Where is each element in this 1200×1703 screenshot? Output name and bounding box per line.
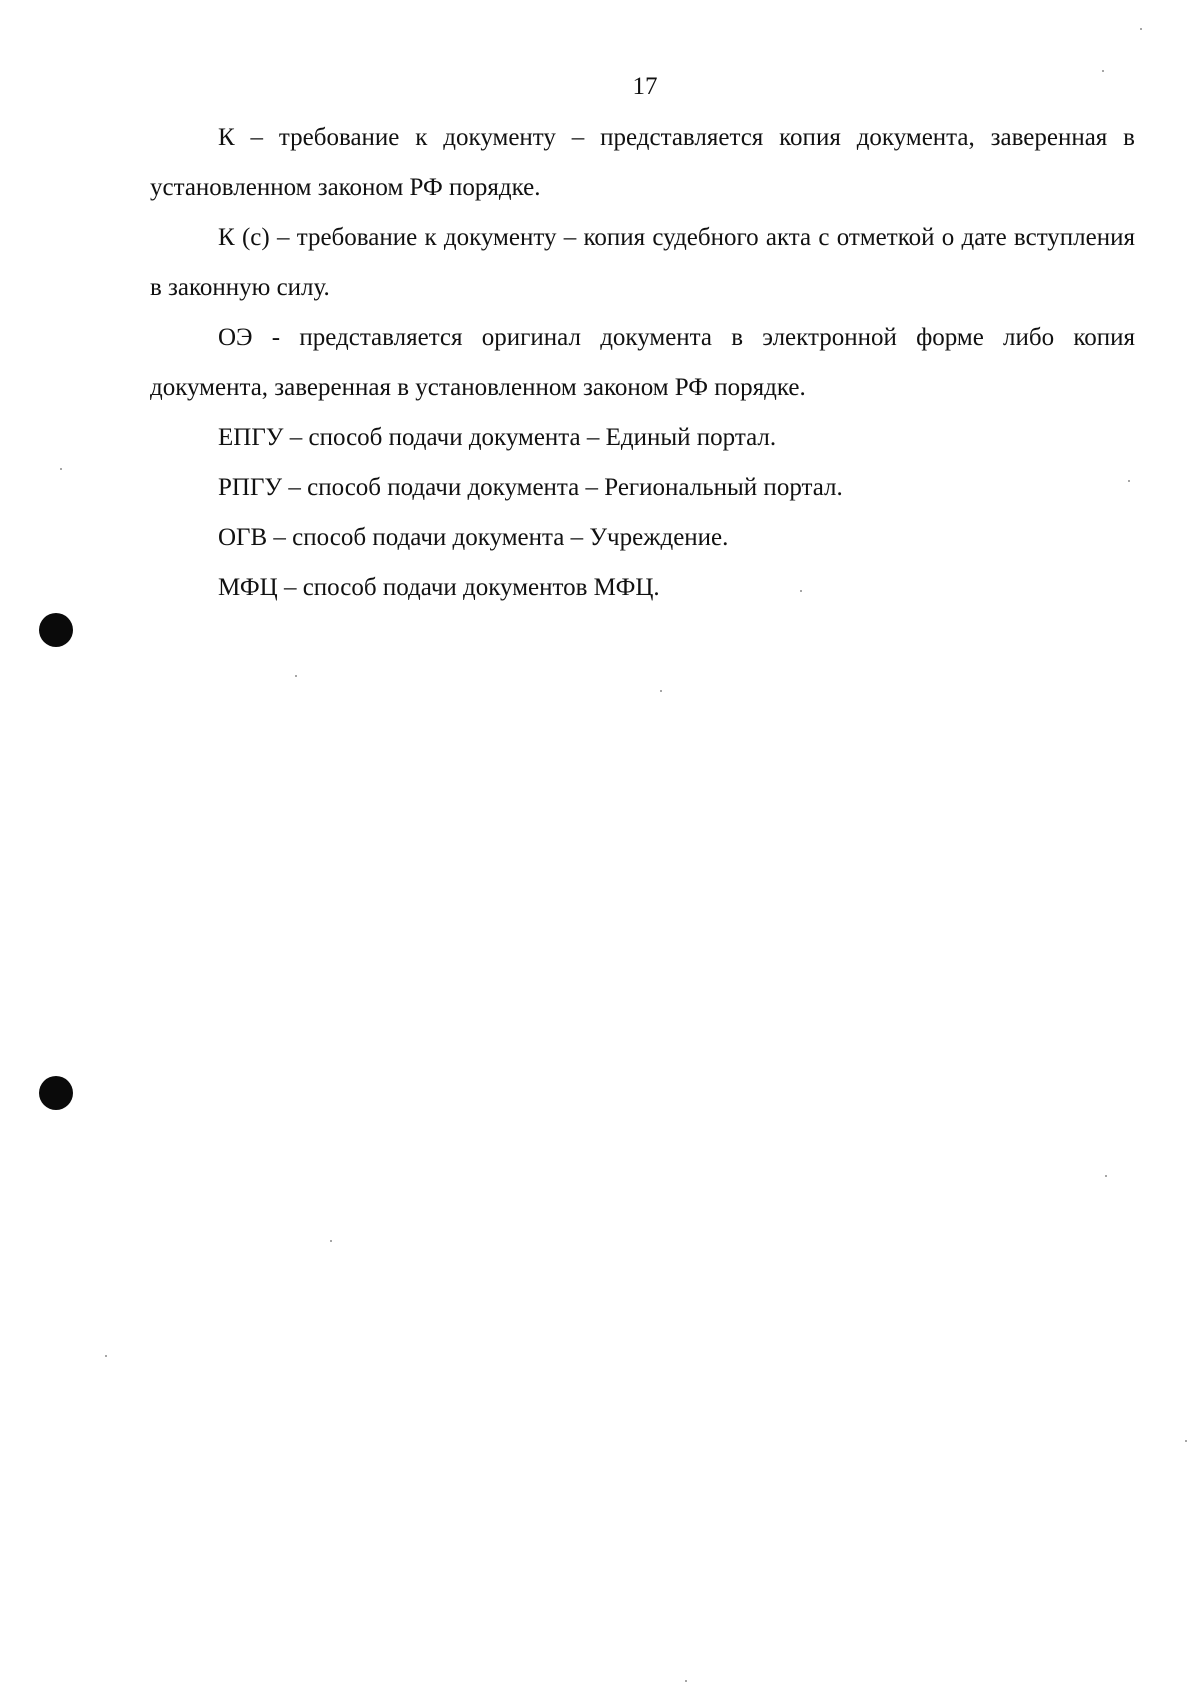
punch-hole-icon [39, 1076, 73, 1110]
scan-speck [685, 1680, 687, 1682]
scan-speck [105, 1355, 107, 1357]
paragraph-k: К – требование к документу – представляется копия документа, заверенная в установленном законом РФ порядке. [150, 124, 1135, 201]
scan-speck [1185, 1440, 1187, 1442]
scan-speck [330, 1240, 332, 1242]
scan-speck [800, 590, 802, 592]
scan-speck [295, 675, 297, 677]
paragraph-epgu: ЕПГУ – способ подачи документа – Единый портал. [218, 424, 777, 451]
paragraph-k-s: К (с) – требование к документу – копия судебного акта с отметкой о дате вступления в законную силу. [150, 224, 1135, 301]
paragraph-mfc: МФЦ – способ подачи документов МФЦ. [218, 574, 660, 601]
paragraph-rpgu: РПГУ – способ подачи документа – Региональный портал. [218, 474, 843, 501]
scan-speck [1140, 28, 1142, 30]
scan-speck [60, 468, 62, 470]
punch-hole-icon [39, 613, 73, 647]
page-number: 17 [632, 73, 658, 100]
document-body [150, 113, 1135, 613]
scan-speck [1102, 70, 1104, 72]
scan-speck [1128, 480, 1130, 482]
scan-speck [660, 690, 662, 692]
paragraph-ogv: ОГВ – способ подачи документа – Учреждение. [218, 524, 729, 551]
paragraph-oe: ОЭ - представляется оригинал документа в электронной форме либо копия документа, заверенная в установленном законом РФ порядке. [150, 324, 1135, 401]
scan-speck [1105, 1175, 1107, 1177]
